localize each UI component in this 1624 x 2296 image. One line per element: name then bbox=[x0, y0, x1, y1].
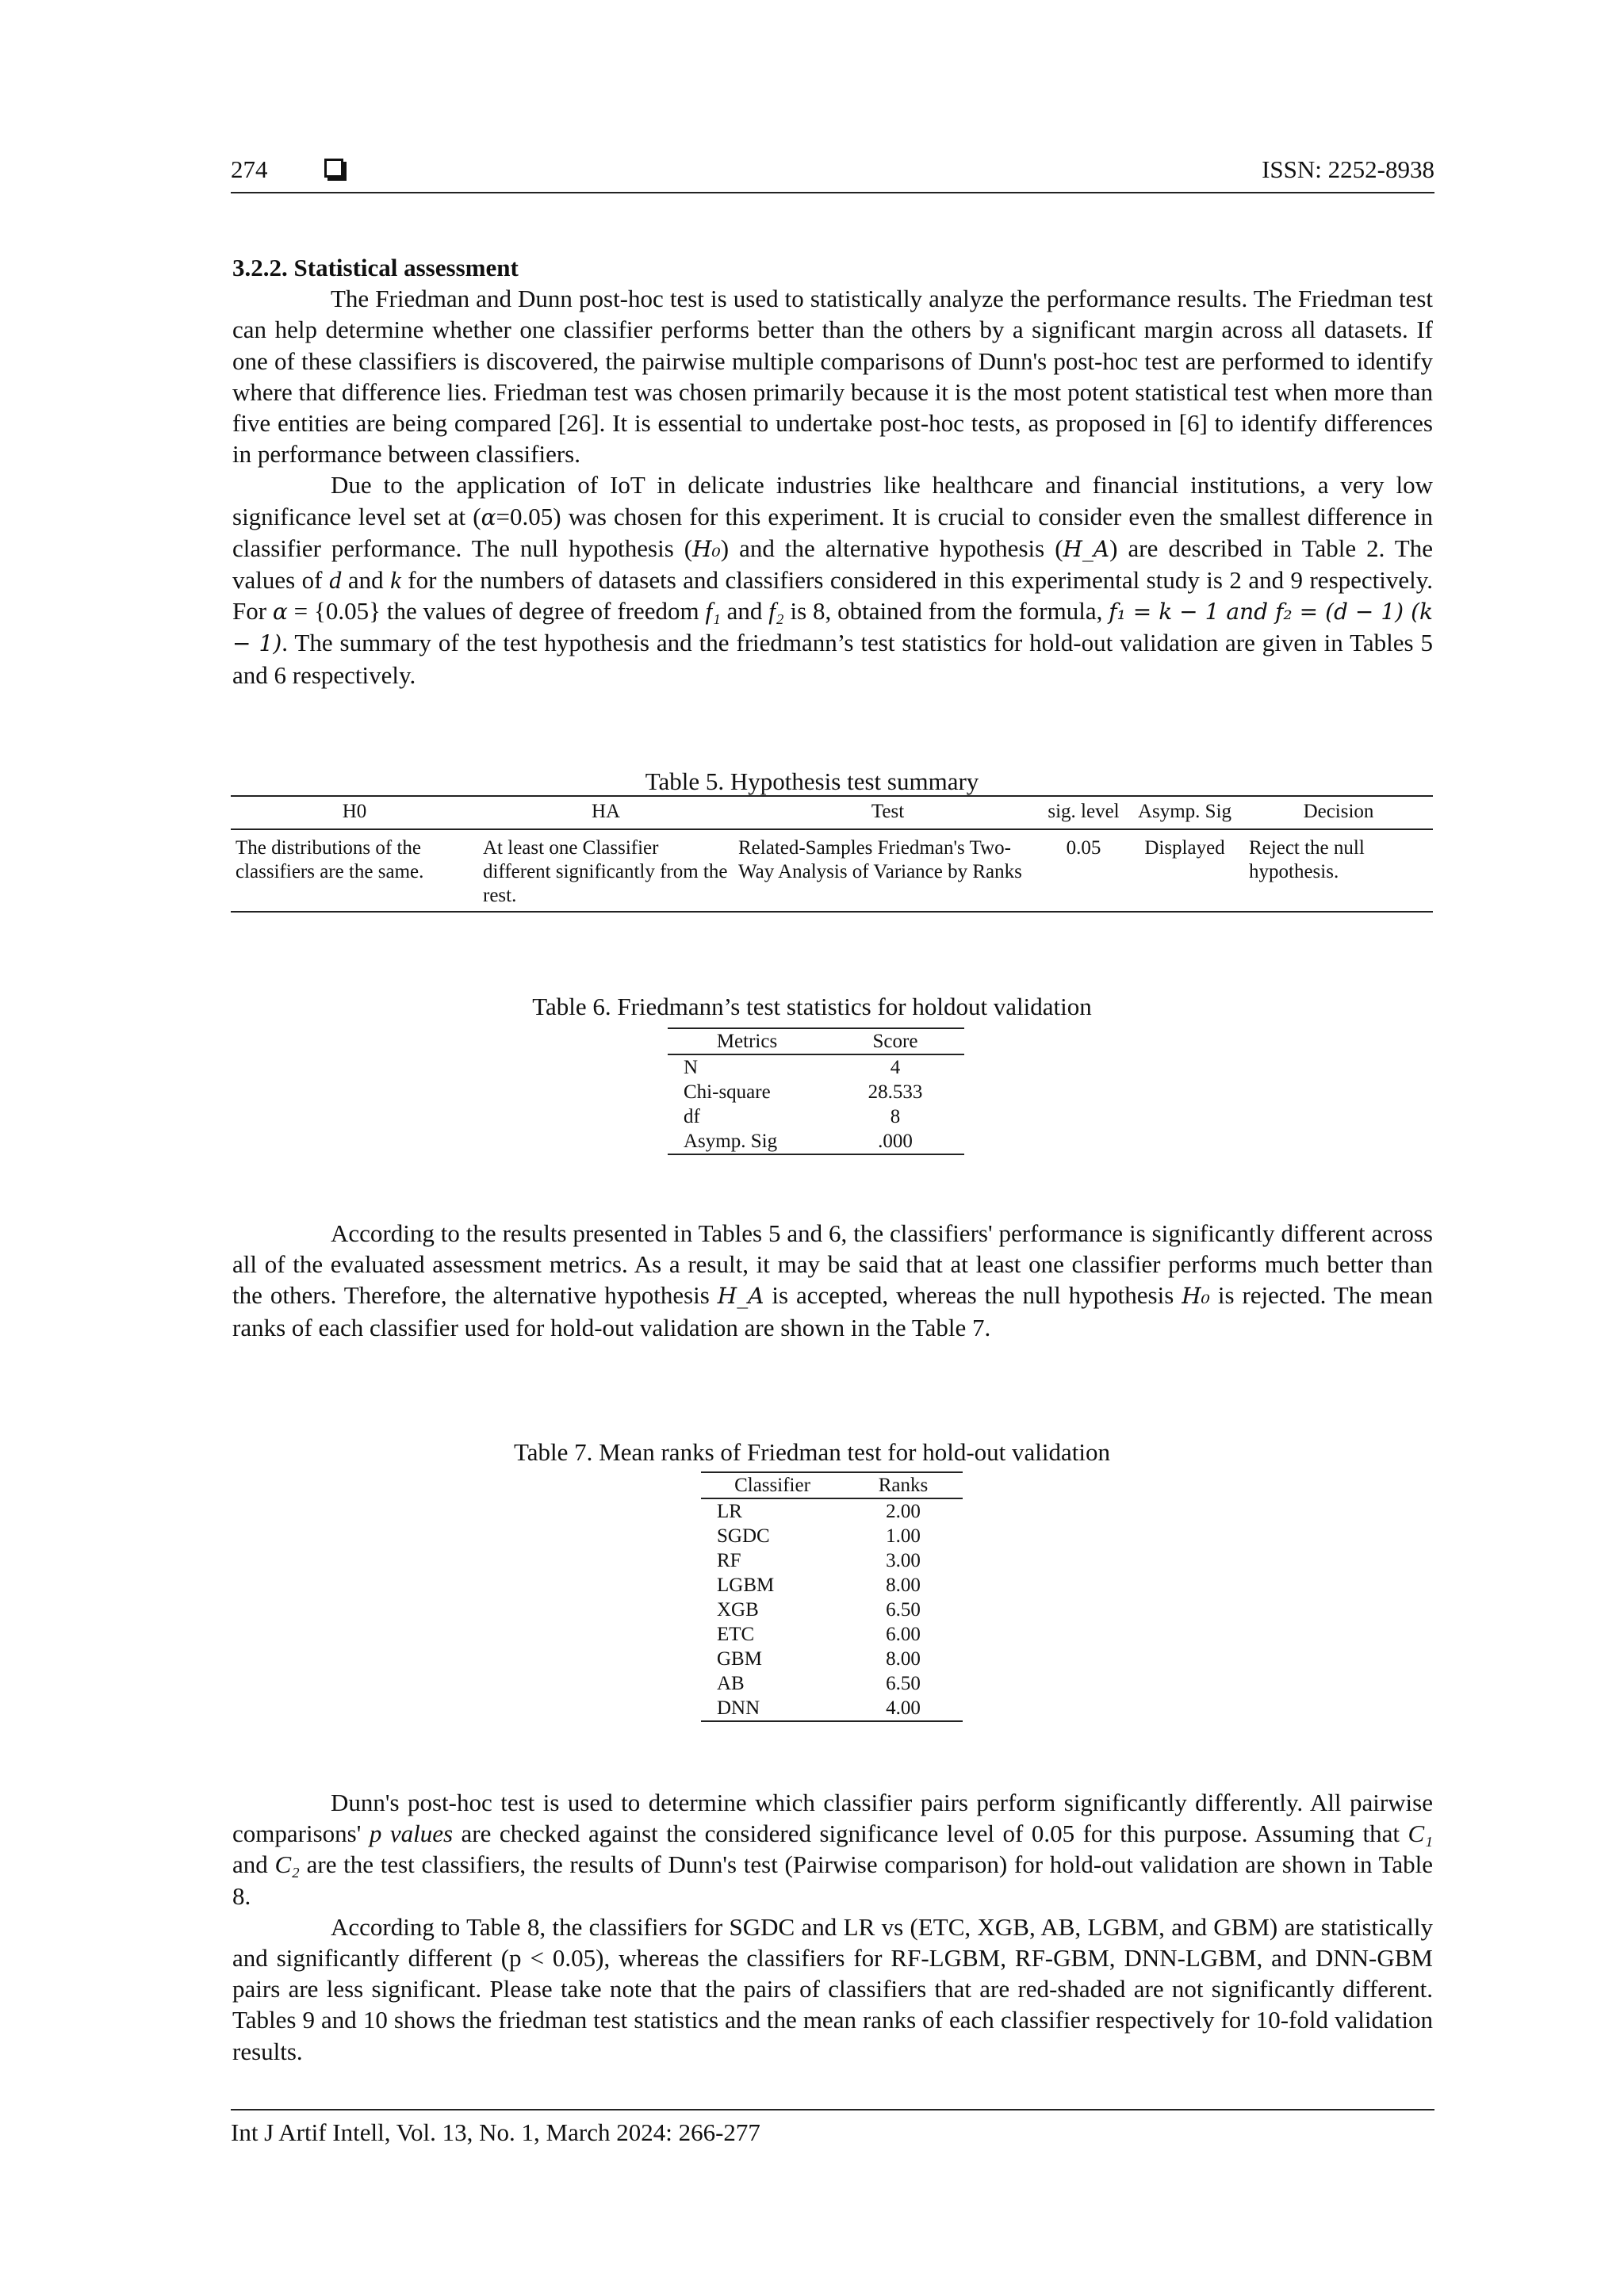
cell: Reject the null hypothesis. bbox=[1249, 837, 1365, 882]
cell: Displayed bbox=[1144, 837, 1225, 859]
table-row bbox=[701, 1573, 963, 1598]
cell: 28.533 bbox=[868, 1081, 923, 1103]
col-sig-level: sig. level bbox=[1048, 801, 1120, 822]
paragraph-dunn bbox=[232, 1787, 1433, 2067]
cell: XGB bbox=[717, 1599, 759, 1621]
table-row bbox=[701, 1696, 963, 1721]
cell: 6.50 bbox=[886, 1599, 921, 1621]
page-number: 274 bbox=[231, 155, 268, 183]
section-body bbox=[232, 252, 1433, 691]
col-test: Test bbox=[871, 801, 905, 822]
cell: df bbox=[684, 1106, 700, 1127]
paragraph-results bbox=[232, 1218, 1433, 1343]
cell: 6.00 bbox=[886, 1624, 921, 1645]
cell: 6.50 bbox=[886, 1673, 921, 1694]
cell: 8.00 bbox=[886, 1575, 921, 1596]
table-row bbox=[701, 1524, 963, 1548]
cell: Asymp. Sig bbox=[684, 1131, 778, 1152]
table-row bbox=[701, 1548, 963, 1573]
cell: 2.00 bbox=[886, 1501, 921, 1522]
table-row bbox=[668, 1104, 964, 1129]
cell: 3.00 bbox=[886, 1550, 921, 1571]
col-asymp-sig: Asymp. Sig bbox=[1137, 801, 1232, 822]
paragraph: According to Table 8, the classifiers for SGDC and LR vs (ETC, XGB, AB, LGBM, and GBM) are statistically and significantly different (p < 0.05), whereas the classifiers for RF-LGBM, RF-GBM, DNN-LGBM, and DNN-GBM pairs are less significant. Please take note that the pairs of classifiers that are red-shaded are not significantly different. Tables 9 and 10 shows the friedman test statistics and the mean ranks of each classifier respectively for 10-fold validation results. bbox=[232, 1912, 1433, 2065]
cell: RF bbox=[717, 1550, 741, 1571]
section-title: 3.2.2. Statistical assessment bbox=[232, 254, 519, 281]
table-row bbox=[231, 829, 1433, 912]
table-row bbox=[668, 1080, 964, 1104]
paragraph: Due to the application of IoT in delicate industries like healthcare and financial institutions, a very low significance level set at (α=0.05) was chosen for this experiment. It is crucial to consider even the smallest difference in classifier performance. The null hypothesis (H₀) and the alternative hypothesis (H_A) are described in Table 2. The values of d and k for the numbers of datasets and classifiers considered in this experimental study is 2 and 9 respectively. For α = {0.05} the values of degree of freedom f₁ and f₂ is 8, obtained from the formula, f₁ = k − 1 and f₂ = (d − 1) (k − 1). The summary of the test hypothesis and the friedmann’s test statistics for hold-out validation are given in Tables 5 and 6 respectively. bbox=[232, 471, 1433, 689]
cell: N bbox=[684, 1057, 699, 1078]
issn-label: ISSN: 2252-8938 bbox=[1262, 155, 1434, 183]
cell: 8.00 bbox=[886, 1648, 921, 1670]
cell: The distributions of the classifiers are the same. bbox=[236, 837, 424, 882]
mean-ranks-table bbox=[701, 1471, 963, 1722]
col-classifier: Classifier bbox=[734, 1475, 810, 1496]
hypothesis-table bbox=[231, 795, 1433, 913]
table-row bbox=[701, 1647, 963, 1671]
table-row bbox=[701, 1498, 963, 1524]
table5-caption: Table 5. Hypothesis test summary bbox=[645, 767, 979, 795]
paragraph: Dunn's post-hoc test is used to determine which classifier pairs perform significantly differently. All pairwise comparisons' p values are checked against the considered significance level of 0.05 for this purpose. Assuming that C₁ and C₂ are the test classifiers, the results of Dunn's test (Pairwise comparison) for hold-out validation are shown in Table 8. bbox=[232, 1789, 1434, 1910]
table-row bbox=[701, 1622, 963, 1647]
paragraph: The Friedman and Dunn post-hoc test is used to statistically analyze the performance results. The Friedman test can help determine whether one classifier performs better than the others by a significant margin across all datasets. If one of these classifiers is discovered, the pairwise multiple comparisons of Dunn's post-hoc test are performed to identify where that difference lies. Friedman test was chosen primarily because it is the most potent statistical test when more than five entities are being compared [26]. It is essential to undertake post-hoc tests, as proposed in [6] to identify differences in performance between classifiers. bbox=[232, 285, 1433, 469]
cell: LGBM bbox=[717, 1575, 775, 1596]
footer-citation: Int J Artif Intell, Vol. 13, No. 1, March 2024: 266-277 bbox=[231, 2118, 760, 2146]
cell: At least one Classifier different significantly from the rest. bbox=[483, 837, 728, 906]
table-row bbox=[668, 1129, 964, 1154]
cell: Related-Samples Friedman's Two-Way Analysis of Variance by Ranks bbox=[738, 837, 1022, 882]
cell: SGDC bbox=[717, 1525, 770, 1547]
cell: Chi-square bbox=[684, 1081, 771, 1103]
table-row bbox=[668, 1054, 964, 1080]
table-row bbox=[701, 1671, 963, 1696]
cell: 1.00 bbox=[886, 1525, 921, 1547]
friedman-stats-table bbox=[668, 1027, 964, 1155]
cell: DNN bbox=[717, 1697, 760, 1719]
cell: .000 bbox=[878, 1131, 913, 1152]
col-metrics: Metrics bbox=[716, 1031, 778, 1052]
page-footer bbox=[231, 2109, 1434, 2147]
col-ranks: Ranks bbox=[878, 1475, 929, 1496]
col-h0: H0 bbox=[342, 801, 367, 822]
cell: 4 bbox=[890, 1057, 901, 1078]
cell: LR bbox=[717, 1501, 742, 1522]
col-decision: Decision bbox=[1303, 801, 1374, 822]
table-row bbox=[701, 1598, 963, 1622]
cell: 4.00 bbox=[886, 1697, 921, 1719]
table6-caption: Table 6. Friedmann’s test statistics for holdout validation bbox=[532, 993, 1092, 1020]
paragraph: According to the results presented in Tables 5 and 6, the classifiers' performance is significantly different across all of the evaluated assessment metrics. As a result, it may be said that at least one classifier performs much better than the others. Therefore, the alternative hypothesis H_A is accepted, whereas the null hypothesis H₀ is rejected. The mean ranks of each classifier used for hold-out validation are shown in the Table 7. bbox=[232, 1219, 1433, 1341]
col-ha: HA bbox=[591, 801, 621, 822]
cell: AB bbox=[717, 1673, 745, 1694]
cell: 8 bbox=[890, 1106, 901, 1127]
table7-caption: Table 7. Mean ranks of Friedman test for hold-out validation bbox=[514, 1438, 1110, 1466]
cell: GBM bbox=[717, 1648, 762, 1670]
cell: ETC bbox=[717, 1624, 755, 1645]
page-header bbox=[231, 155, 1434, 193]
box-bullet-icon bbox=[324, 159, 343, 178]
cell: 0.05 bbox=[1066, 837, 1101, 859]
col-score: Score bbox=[872, 1031, 918, 1052]
